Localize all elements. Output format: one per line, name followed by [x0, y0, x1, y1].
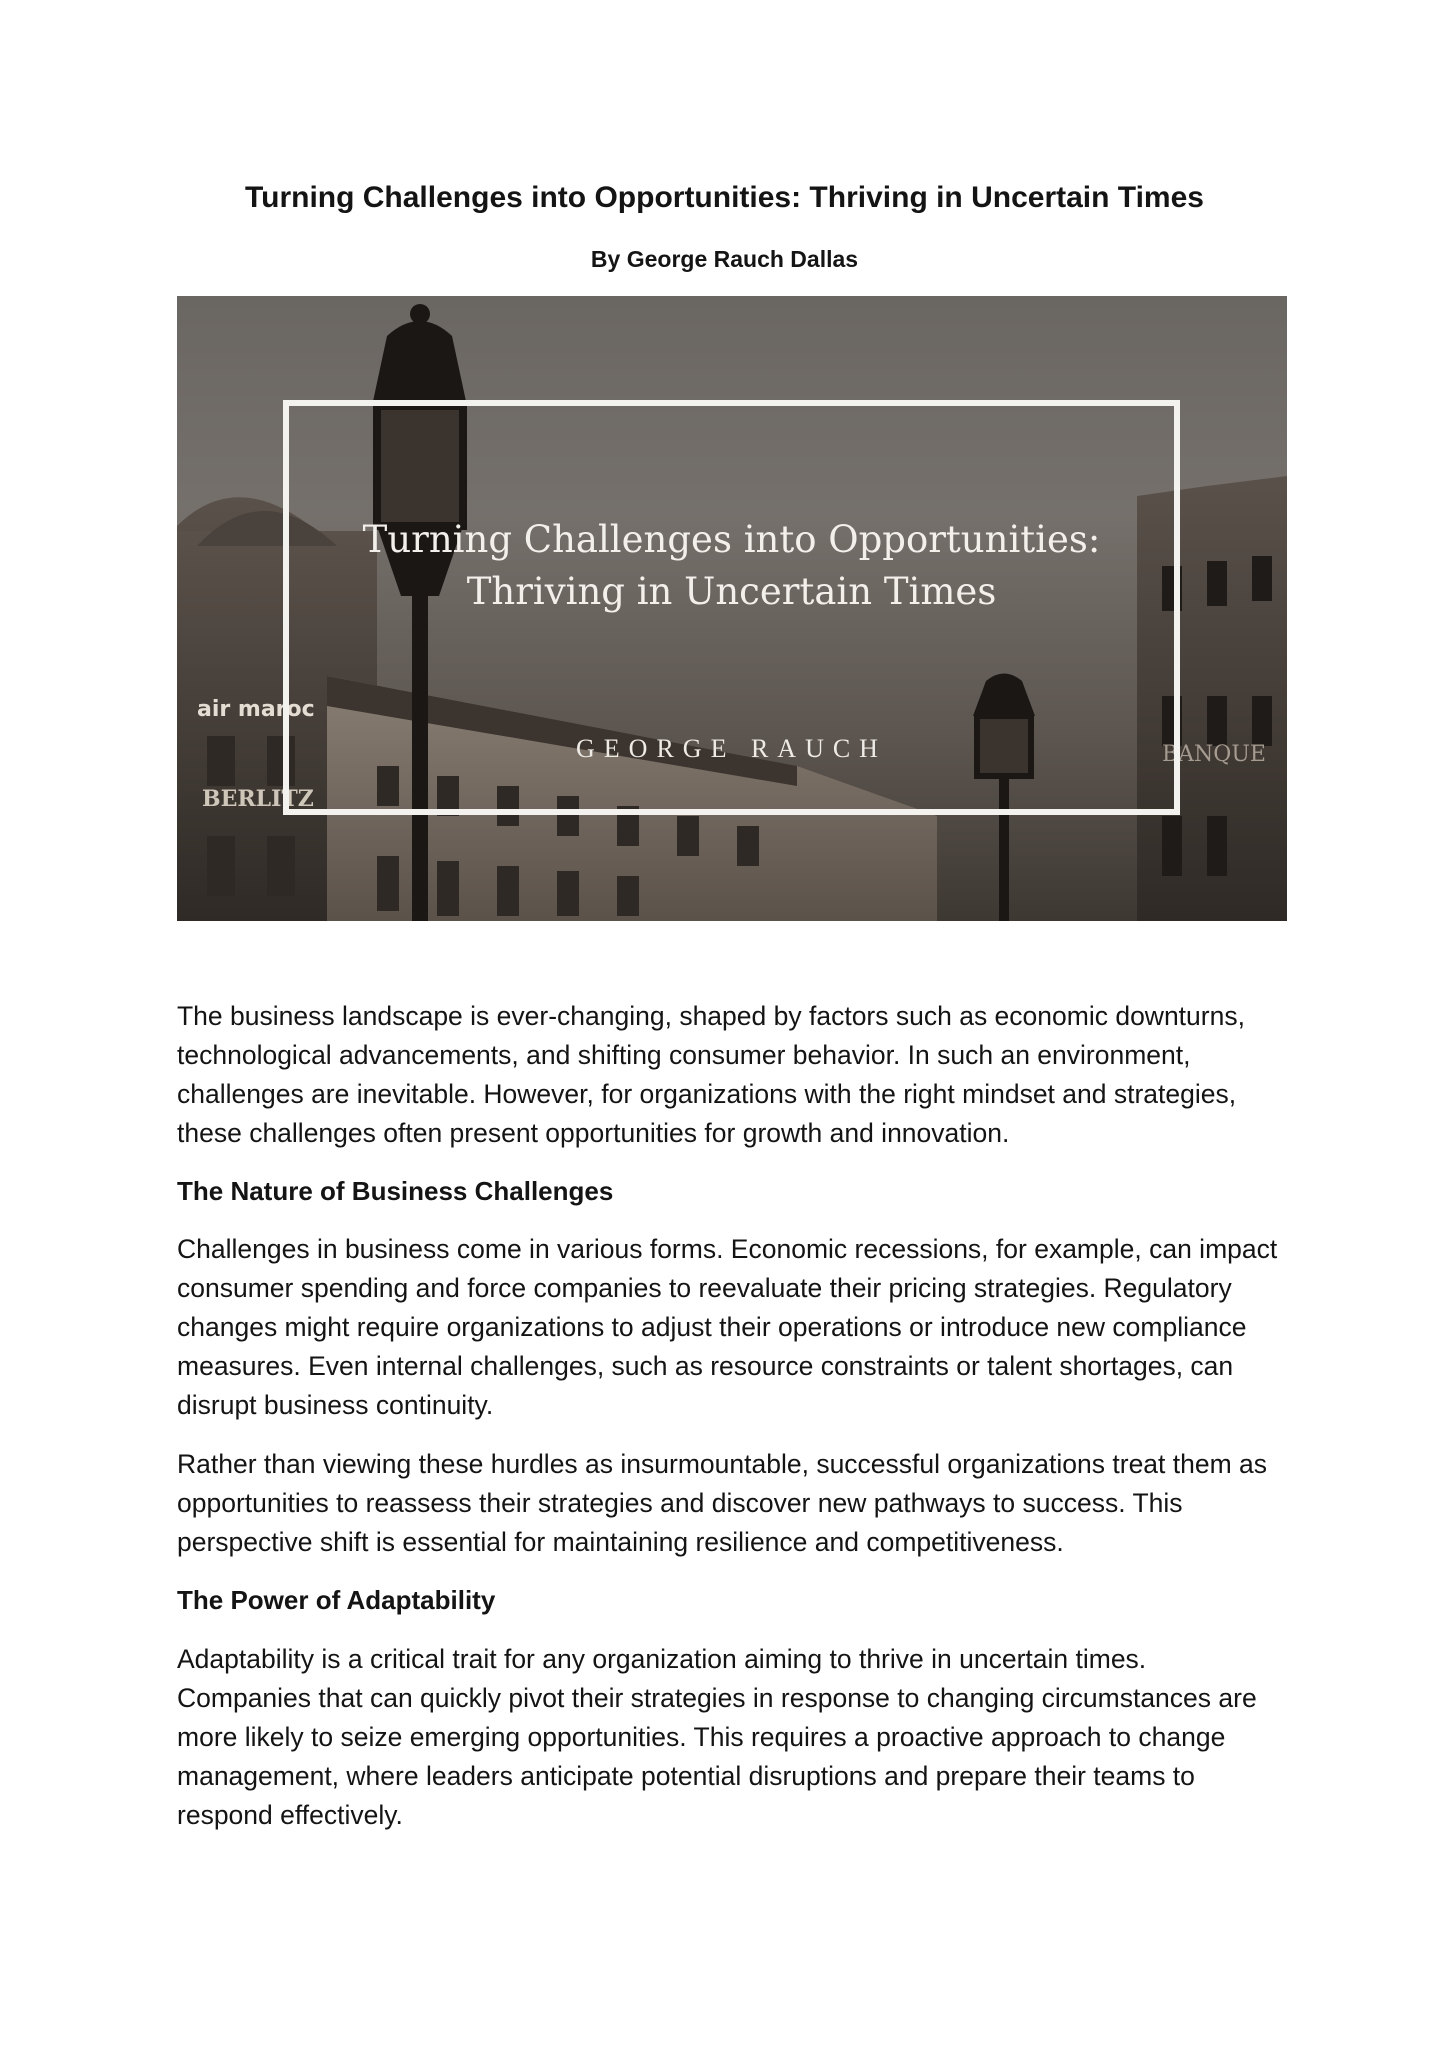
heading-power-of-adaptability: The Power of Adaptability — [177, 1585, 496, 1615]
hero-image — [177, 296, 1287, 921]
paragraph-perspective-shift: Rather than viewing these hurdles as insurmountable, successful organizations treat them as opportunities to reassess their strategies and discover new pathways to success. This perspective shift is essential for maintaining resilience and competitiveness. — [177, 1449, 1268, 1557]
heading-nature-of-challenges: The Nature of Business Challenges — [177, 1176, 614, 1206]
hero-title-line-1: Turning Challenges into Opportunities: — [362, 518, 1101, 561]
paragraph-adaptability: Adaptability is a critical trait for any organization aiming to thrive in uncertain times. Companies that can quickly pivot their strategies in response to changing circumstances are more likely to seize emerging opportunities. This requires a proactive approach to change management, where leaders anticipate potential disruptions and prepare their teams to respond effectively. — [177, 1644, 1257, 1830]
hero-sign-right: BANQUE — [1162, 742, 1266, 767]
document-title: Turning Challenges into Opportunities: Thriving in Uncertain Times — [245, 181, 1204, 214]
hero-author: GEORGE RAUCH — [576, 734, 887, 763]
hero-title-line-2: Thriving in Uncertain Times — [466, 570, 997, 613]
intro-paragraph: The business landscape is ever-changing, shaped by factors such as economic downturns, technological advancements, and shifting consumer behavior. In such an environment, challenges are inevitable. However, for organizations with the right mindset and strategies, these challenges often present opportunities for growth and innovation. — [177, 1001, 1245, 1148]
hero-title — [283, 514, 1180, 618]
document-byline: By George Rauch Dallas — [590, 246, 859, 272]
hero-sign-left: air maroc — [197, 697, 315, 722]
paragraph-challenges-forms: Challenges in business come in various forms. Economic recessions, for example, can impact consumer spending and force companies to reevaluate their pricing strategies. Regulatory changes might require organizations to adjust their operations or introduce new compliance measures. Even internal challenges, such as resource constraints or talent shortages, can disrupt business continuity. — [177, 1234, 1278, 1420]
hero-sign-left-2: BERLITZ — [202, 786, 314, 812]
